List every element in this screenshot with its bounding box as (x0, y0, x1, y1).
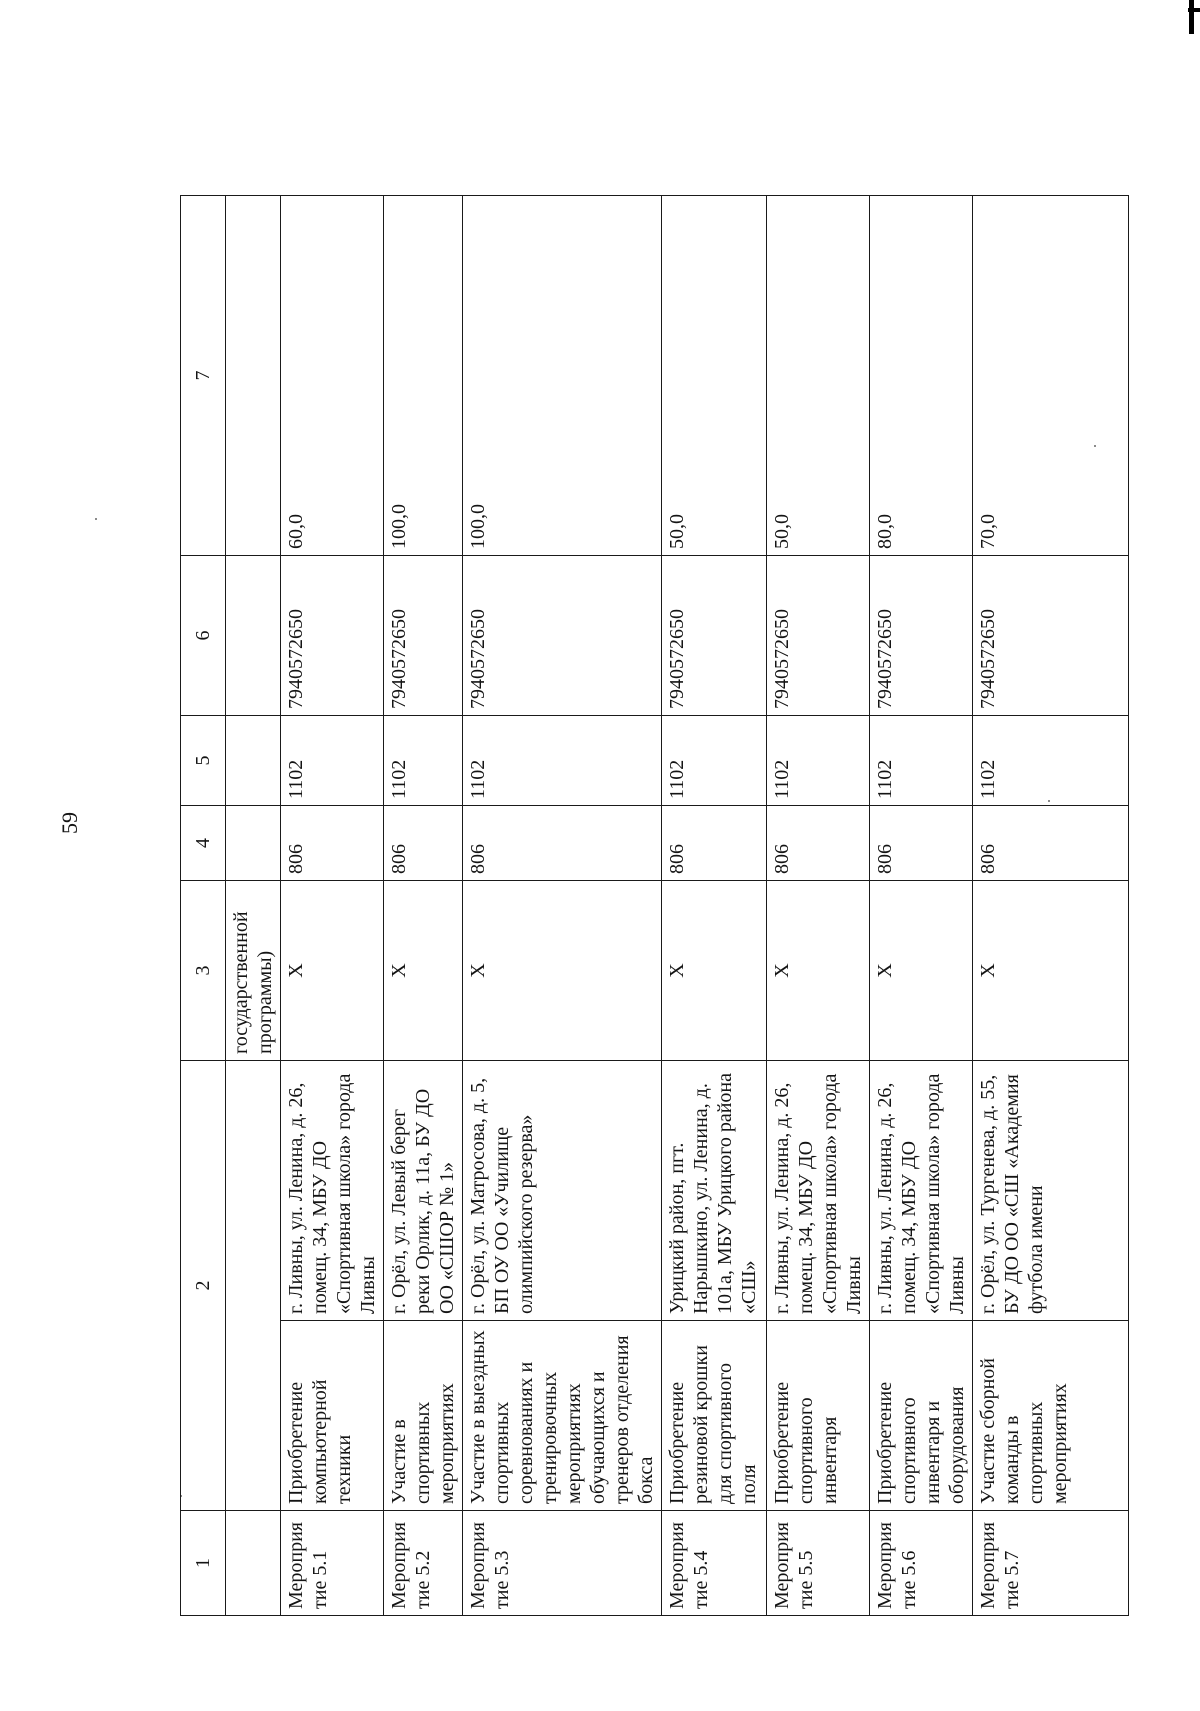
scan-corner-mark (1189, 0, 1194, 34)
activity-id: Мероприятие 5.6 (870, 1511, 973, 1616)
cell-col3: X (463, 881, 662, 1061)
cell-col4: 806 (463, 806, 662, 881)
page-number: 59 (57, 812, 82, 834)
header-continuation-text: государственной программы) (226, 881, 281, 1061)
col-number-3: 3 (181, 881, 226, 1061)
col-number-6: 6 (181, 556, 226, 716)
cell-col5: 1102 (662, 716, 767, 806)
scan-corner-mark-tick (1188, 8, 1200, 12)
cell-col7: 100,0 (463, 196, 662, 556)
cell-col4: 806 (870, 806, 973, 881)
activity-id: Мероприятие 5.1 (281, 1511, 384, 1616)
rotated-table-container (180, 196, 1100, 1616)
empty-cell (226, 1061, 281, 1511)
activity-address: г. Орёл, ул. Тургенева, д. 55, БУ ДО ОО «СШ «Академия футбола имени (973, 1061, 1129, 1321)
cell-col6: 7940572650 (767, 556, 870, 716)
table-row (384, 196, 463, 1616)
cell-col5: 1102 (281, 716, 384, 806)
cell-col6: 7940572650 (384, 556, 463, 716)
empty-cell (226, 556, 281, 716)
activity-id: Мероприятие 5.2 (384, 1511, 463, 1616)
activity-id: Мероприятие 5.7 (973, 1511, 1129, 1616)
empty-cell (226, 1511, 281, 1616)
activity-address: г. Ливны, ул. Ленина, д. 26, помещ. 34, МБУ ДО «Спортивная школа» города Ливны (870, 1061, 973, 1321)
cell-col4: 806 (662, 806, 767, 881)
column-number-row (181, 196, 226, 1616)
cell-col5: 1102 (767, 716, 870, 806)
cell-col3: X (281, 881, 384, 1061)
cell-col5: 1102 (973, 716, 1129, 806)
activities-table (180, 195, 1129, 1616)
cell-col4: 806 (384, 806, 463, 881)
table-row (870, 196, 973, 1616)
activity-id: Мероприятие 5.4 (662, 1511, 767, 1616)
col-number-4: 4 (181, 806, 226, 881)
cell-col7: 50,0 (767, 196, 870, 556)
table-row (973, 196, 1129, 1616)
cell-col3: X (767, 881, 870, 1061)
cell-col5: 1102 (870, 716, 973, 806)
table-row (463, 196, 662, 1616)
col-number-7: 7 (181, 196, 226, 556)
cell-col7: 80,0 (870, 196, 973, 556)
activity-address: г. Орёл, ул. Левый берег реки Орлик, д. 11а, БУ ДО ОО «СШОР № 1» (384, 1061, 463, 1321)
activity-name: Участие сборной команды в спортивных мероприятиях (973, 1321, 1129, 1511)
table-row (281, 196, 384, 1616)
empty-cell (226, 716, 281, 806)
activity-name: Приобретение спортивного инвентаря и оборудования (870, 1321, 973, 1511)
cell-col3: X (973, 881, 1129, 1061)
activity-name: Приобретение спортивного инвентаря (767, 1321, 870, 1511)
cell-col6: 7940572650 (662, 556, 767, 716)
cell-col7: 50,0 (662, 196, 767, 556)
cell-col6: 7940572650 (463, 556, 662, 716)
scan-speck (95, 518, 97, 520)
table-row (662, 196, 767, 1616)
cell-col4: 806 (281, 806, 384, 881)
cell-col5: 1102 (384, 716, 463, 806)
activity-address: г. Ливны, ул. Ленина, д. 26, помещ. 34, МБУ ДО «Спортивная школа» города Ливны (767, 1061, 870, 1321)
cell-col3: X (384, 881, 463, 1061)
activity-name: Участие в спортивных мероприятиях (384, 1321, 463, 1511)
cell-col7: 100,0 (384, 196, 463, 556)
activity-address: г. Орёл, ул. Матросова, д. 5, БП ОУ ОО «Училище олимпийского резерва» (463, 1061, 662, 1321)
col-number-5: 5 (181, 716, 226, 806)
cell-col4: 806 (973, 806, 1129, 881)
activity-name: Приобретение резиновой крошки для спортивного поля (662, 1321, 767, 1511)
header-continuation-row (226, 196, 281, 1616)
empty-cell (226, 806, 281, 881)
cell-col6: 7940572650 (973, 556, 1129, 716)
cell-col3: X (870, 881, 973, 1061)
activity-address: г. Ливны, ул. Ленина, д. 26, помещ. 34, МБУ ДО «Спортивная школа» города Ливны (281, 1061, 384, 1321)
empty-cell (226, 196, 281, 556)
cell-col5: 1102 (463, 716, 662, 806)
col-number-1: 1 (181, 1511, 226, 1616)
activity-id: Мероприятие 5.3 (463, 1511, 662, 1616)
cell-col4: 806 (767, 806, 870, 881)
col-number-2: 2 (181, 1061, 226, 1511)
activity-address: Урицкий район, пгт. Нарышкино, ул. Ленина, д. 101а, МБУ Урицкого района «СШ» (662, 1061, 767, 1321)
cell-col7: 60,0 (281, 196, 384, 556)
activity-name: Приобретение компьютерной техники (281, 1321, 384, 1511)
cell-col6: 7940572650 (281, 556, 384, 716)
table-row (767, 196, 870, 1616)
cell-col3: X (662, 881, 767, 1061)
activity-id: Мероприятие 5.5 (767, 1511, 870, 1616)
cell-col7: 70,0 (973, 196, 1129, 556)
activity-name: Участие в выездных спортивных соревнованиях и тренировочных мероприятиях обучающихся и тренеров отделения бокса (463, 1321, 662, 1511)
cell-col6: 7940572650 (870, 556, 973, 716)
